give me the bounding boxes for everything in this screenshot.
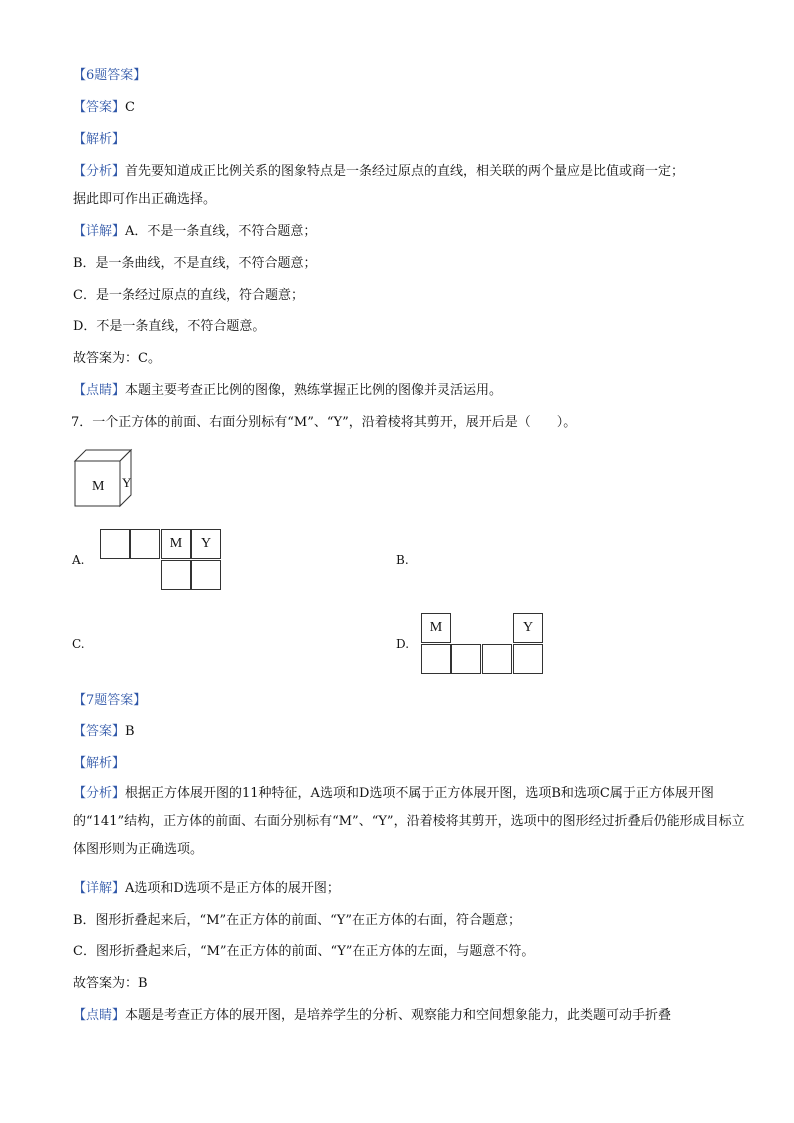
net-cell bbox=[130, 529, 160, 559]
q6-analysis-header: 【解析】 bbox=[73, 132, 126, 147]
answer-value: C bbox=[125, 100, 135, 115]
dianjing-tag: 【点睛】 bbox=[73, 383, 126, 398]
q7-xiangjie-line bbox=[73, 880, 746, 898]
q6-option-d-explanation: D．不是一条直线，不符合题意。 bbox=[73, 319, 266, 334]
answer-value: B bbox=[125, 724, 135, 739]
xiangjie-tag: 【详解】 bbox=[73, 881, 126, 896]
q6-answer-header: 【6题答案】 bbox=[73, 68, 147, 83]
net-cell bbox=[161, 560, 191, 590]
fenxi-text: 根据正方体展开图的11种特征，A选项和D选项不属于正方体展开图，选项B和选项C属于正方体展开图的“141”结构，正方体的前面、右面分别标有“M”、“Y”，沿着棱将其剪开，选项中的图形经过折叠后仍能形成目标立体图形则为正确选项。 bbox=[73, 786, 745, 857]
q7-analysis-header: 【解析】 bbox=[73, 756, 126, 771]
net-cell bbox=[482, 644, 512, 674]
q7-option-b-explanation: B．图形折叠起来后，“M”在正方体的前面、“Y”在正方体的右面，符合题意； bbox=[73, 913, 522, 928]
q6-final-answer: 故答案为：C。 bbox=[73, 351, 161, 366]
cube-right-label: Y bbox=[122, 475, 132, 490]
q6-option-c-explanation: C．是一条经过原点的直线，符合题意； bbox=[73, 288, 304, 303]
q7-fenxi-paragraph bbox=[73, 780, 746, 864]
net-cell bbox=[191, 560, 221, 590]
q6-xiangjie-line bbox=[73, 223, 746, 241]
option-b-label: B. bbox=[396, 553, 409, 567]
xiangjie-tag: 【详解】 bbox=[73, 224, 126, 239]
fenxi-tag: 【分析】 bbox=[73, 164, 126, 179]
q6-option-b-explanation: B．是一条曲线，不是直线，不符合题意； bbox=[73, 256, 317, 271]
xiangjie-text: A选项和D选项不是正方体的展开图； bbox=[125, 881, 340, 896]
dianjing-tag: 【点睛】 bbox=[73, 1008, 126, 1023]
q7-question-text: 7．一个正方体的前面、右面分别标有“M”、“Y”，沿着棱将其剪开，展开后是（ ）。 bbox=[71, 415, 577, 430]
q7-final-answer: 故答案为：B bbox=[73, 976, 148, 991]
dianjing-text: 本题是考查正方体的展开图，是培养学生的分析、观察能力和空间想象能力，此类题可动手折叠 bbox=[125, 1008, 672, 1023]
q7-dianjing-line bbox=[73, 1007, 746, 1025]
net-cell bbox=[100, 529, 130, 559]
q6-fenxi-line bbox=[73, 163, 746, 181]
net-cell bbox=[513, 644, 543, 674]
fenxi-text: 首先要知道成正比例关系的图象特点是一条经过原点的直线，相关联的两个量应是比值或商一定； bbox=[125, 164, 685, 179]
q7-option-c-explanation: C．图形折叠起来后，“M”在正方体的前面、“Y”在正方体的左面，与题意不符。 bbox=[73, 944, 535, 959]
net-cell bbox=[421, 644, 451, 674]
net-cell bbox=[451, 644, 481, 674]
answer-tag: 【答案】 bbox=[73, 724, 126, 739]
xiangjie-a: A．不是一条直线，不符合题意； bbox=[125, 224, 317, 239]
fenxi-tag: 【分析】 bbox=[73, 786, 126, 801]
q6-fenxi-continued: 据此即可作出正确选择。 bbox=[73, 192, 217, 207]
option-a-label: A. bbox=[72, 553, 85, 567]
net-cell-m: M bbox=[161, 529, 191, 559]
q7-answer-header: 【7题答案】 bbox=[73, 693, 147, 708]
q6-answer-line bbox=[73, 99, 746, 117]
answer-tag: 【答案】 bbox=[73, 100, 126, 115]
q6-dianjing-line bbox=[73, 382, 746, 400]
net-cell-y: Y bbox=[191, 529, 221, 559]
option-c-label: C. bbox=[72, 637, 85, 651]
cube-figure bbox=[70, 446, 140, 512]
q7-answer-line bbox=[73, 723, 746, 741]
cube-front-label: M bbox=[92, 479, 105, 494]
net-cell-y: Y bbox=[513, 613, 543, 643]
net-cell-m: M bbox=[421, 613, 451, 643]
dianjing-text: 本题主要考查正比例的图像，熟练掌握正比例的图像并灵活运用。 bbox=[125, 383, 503, 398]
option-d-label: D. bbox=[396, 637, 410, 651]
